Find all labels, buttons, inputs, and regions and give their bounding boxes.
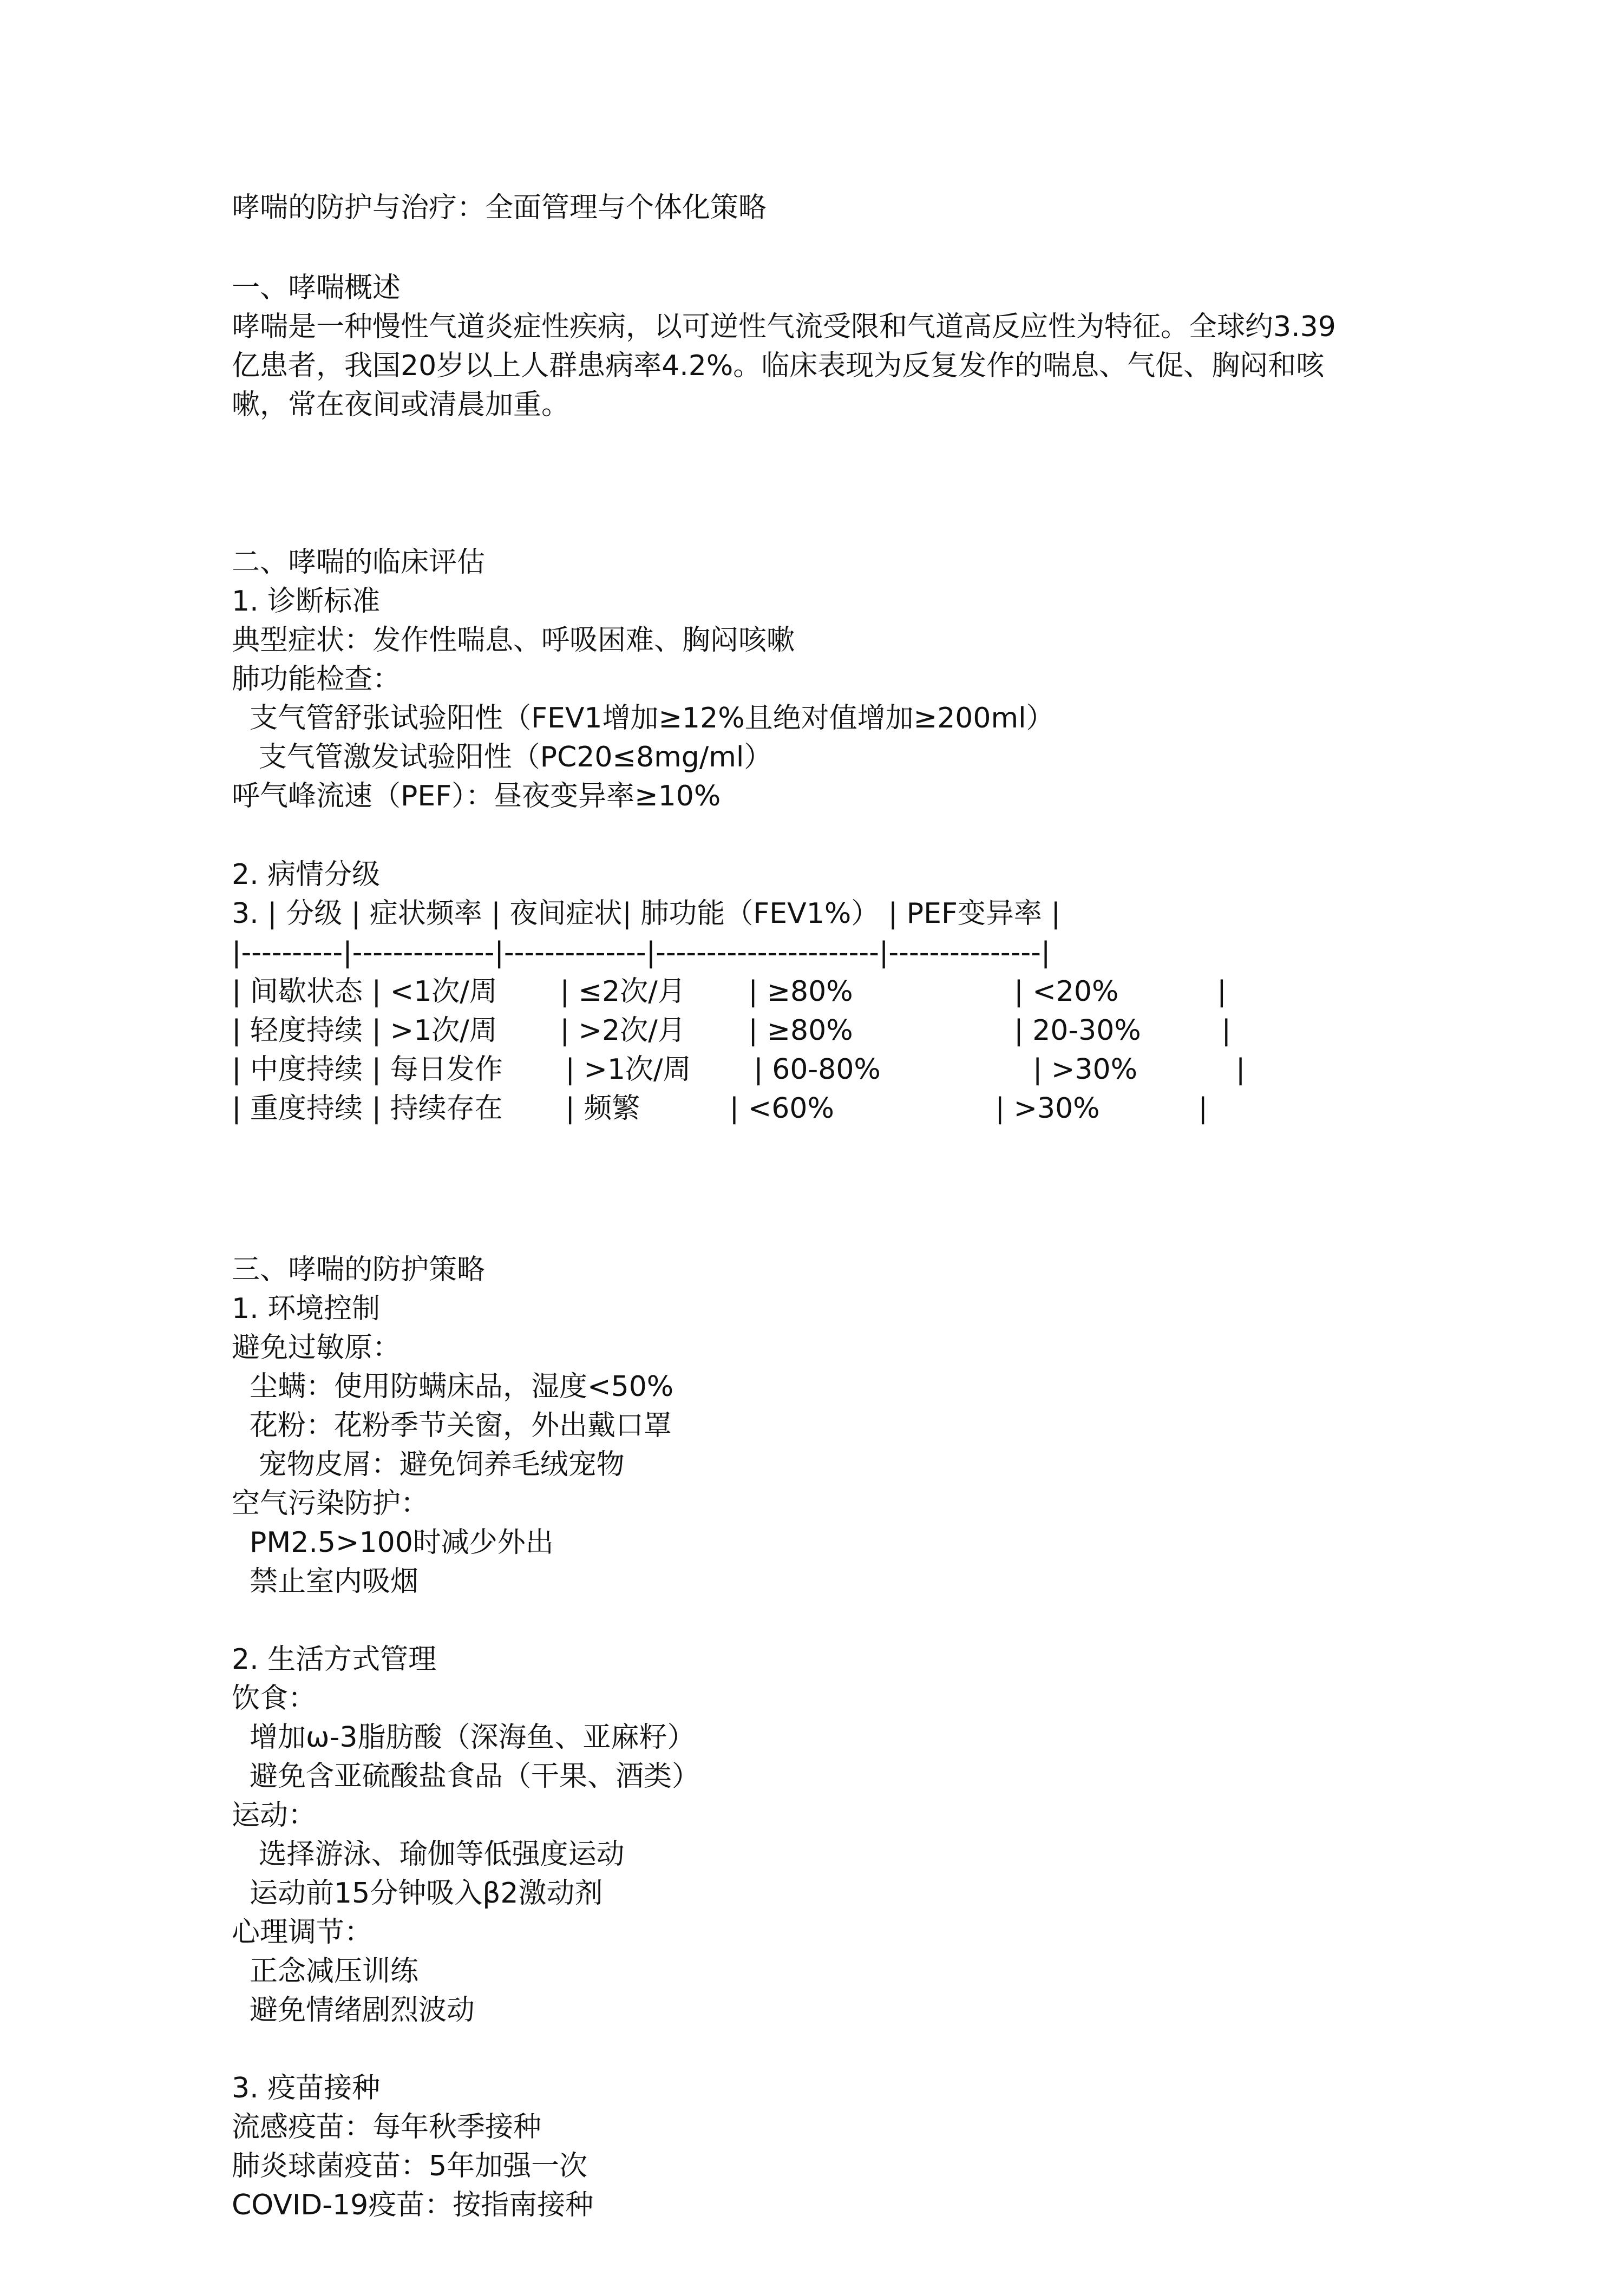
flu-vaccine-item: 流感疫苗：每年秋季接种 — [232, 2111, 542, 2143]
pneumococcal-vaccine-item: 肺炎球菌疫苗：5年加强一次 — [232, 2150, 588, 2182]
psychology-item: 正念减压训练 — [232, 1955, 419, 1988]
exercise-label: 运动： — [232, 1799, 317, 1832]
grading-table-row: | 间歇状态 | <1次/周 | ≤2次/月 | ≥80% | <20% | — [232, 975, 1227, 1008]
grading-table-row: | 中度持续 | 每日发作 | >1次/周 | 60-80% | >30% | — [232, 1053, 1246, 1086]
psychology-label: 心理调节： — [232, 1916, 373, 1949]
diet-item: 增加ω-3脂肪酸（深海鱼、亚麻籽） — [232, 1721, 696, 1754]
grading-table-separator: |----------|--------------|--------------|----------------------|---------------| — [232, 936, 1051, 969]
lifestyle-subheading: 2. 生活方式管理 — [232, 1643, 437, 1676]
pef-criterion: 呼气峰流速（PEF）：昼夜变异率≥10% — [232, 780, 721, 812]
section1-paragraph-line3: 嗽，常在夜间或清晨加重。 — [232, 389, 570, 421]
section1-heading: 一、哮喘概述 — [232, 272, 401, 304]
covid-vaccine-item: COVID-19疫苗：按指南接种 — [232, 2189, 594, 2221]
psychology-item: 避免情绪剧烈波动 — [232, 1994, 475, 2027]
exercise-item: 运动前15分钟吸入β2激动剂 — [232, 1877, 603, 1910]
dust-mite-item: 尘螨：使用防螨床品，湿度<50% — [232, 1371, 674, 1403]
section2-heading: 二、哮喘的临床评估 — [232, 546, 486, 579]
exercise-item: 选择游泳、瑜伽等低强度运动 — [232, 1838, 625, 1871]
grading-table-header: 3. | 分级 | 症状频率 | 夜间症状| 肺功能（FEV1%） | PEF变异率 | — [232, 897, 1060, 930]
typical-symptoms: 典型症状：发作性喘息、呼吸困难、胸闷咳嗽 — [232, 624, 795, 657]
provocation-test: 支气管激发试验阳性（PC20≤8mg/ml） — [232, 741, 772, 773]
no-smoking-item: 禁止室内吸烟 — [232, 1565, 419, 1598]
document-title: 哮喘的防护与治疗：全面管理与个体化策略 — [232, 192, 767, 224]
vaccine-subheading: 3. 疫苗接种 — [232, 2072, 381, 2104]
diet-item: 避免含亚硫酸盐食品（干果、酒类） — [232, 1760, 700, 1793]
diagnosis-subheading: 1. 诊断标准 — [232, 585, 381, 618]
section3-heading: 三、哮喘的防护策略 — [232, 1254, 486, 1286]
section1-paragraph-line2: 亿患者，我国20岁以上人群患病率4.2%。临床表现为反复发作的喘息、气促、胸闷和咳 — [232, 350, 1325, 382]
allergen-label: 避免过敏原： — [232, 1332, 401, 1364]
grading-subheading: 2. 病情分级 — [232, 858, 381, 891]
bronchodilation-test: 支气管舒张试验阳性（FEV1增加≥12%且绝对值增加≥200ml） — [232, 702, 1055, 735]
environment-subheading: 1. 环境控制 — [232, 1293, 381, 1325]
lung-function-label: 肺功能检查： — [232, 663, 401, 696]
pollen-item: 花粉：花粉季节关窗，外出戴口罩 — [232, 1409, 672, 1442]
grading-table-row: | 重度持续 | 持续存在 | 频繁 | <60% | >30% | — [232, 1092, 1208, 1125]
section1-paragraph-line1: 哮喘是一种慢性气道炎症性疾病，以可逆性气流受限和气道高反应性为特征。全球约3.39 — [232, 311, 1336, 343]
pm25-item: PM2.5>100时减少外出 — [232, 1526, 554, 1559]
pet-dander-item: 宠物皮屑：避免饲养毛绒宠物 — [232, 1448, 625, 1481]
grading-table-row: | 轻度持续 | >1次/周 | >2次/月 | ≥80% | 20-30% | — [232, 1014, 1232, 1047]
air-pollution-label: 空气污染防护： — [232, 1487, 429, 1520]
diet-label: 饮食： — [232, 1682, 317, 1715]
